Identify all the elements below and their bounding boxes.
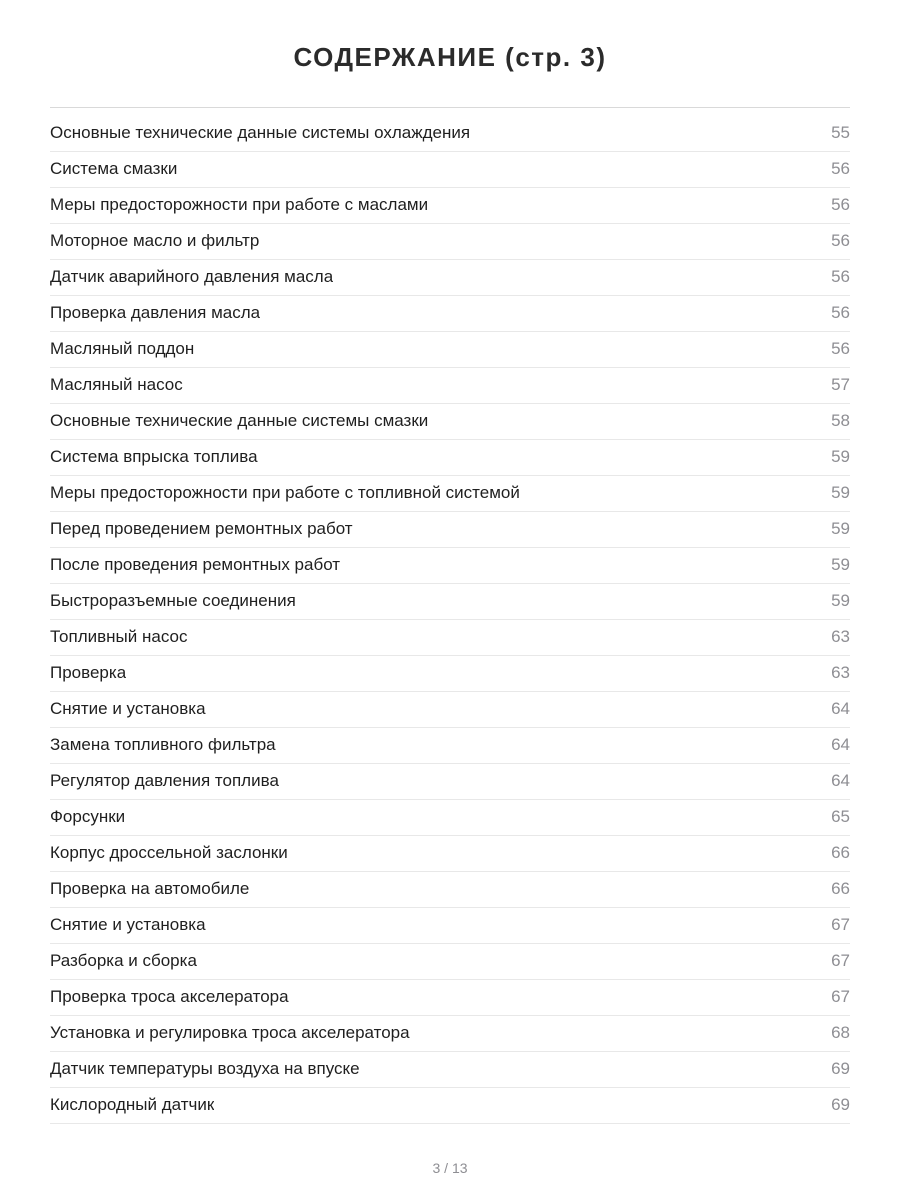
toc-row bbox=[50, 548, 850, 584]
toc-row bbox=[50, 1016, 850, 1052]
toc-entry-label: Датчик аварийного давления масла bbox=[50, 267, 334, 286]
toc-entry-label: Установка и регулировка троса акселератора bbox=[50, 1023, 410, 1042]
toc-row bbox=[50, 296, 850, 332]
toc-row bbox=[50, 1052, 850, 1088]
toc-row bbox=[50, 152, 850, 188]
toc-entry-label: Проверка троса акселератора bbox=[50, 987, 289, 1006]
toc-row bbox=[50, 728, 850, 764]
toc-row bbox=[50, 332, 850, 368]
toc-entry-page: 67 bbox=[831, 915, 850, 934]
toc-entry-page: 64 bbox=[831, 699, 850, 718]
toc-entry-page: 64 bbox=[831, 771, 850, 790]
toc-entry-label: Моторное масло и фильтр bbox=[50, 231, 260, 250]
toc-entry-label: Масляный поддон bbox=[50, 339, 195, 358]
toc-entry-label: Форсунки bbox=[50, 807, 126, 826]
toc-entry-page: 56 bbox=[831, 159, 850, 178]
toc-row bbox=[50, 1088, 850, 1124]
toc-entry-page: 68 bbox=[831, 1023, 850, 1042]
toc-row bbox=[50, 224, 850, 260]
toc-entry-page: 59 bbox=[831, 447, 850, 466]
toc-entry-label: После проведения ремонтных работ bbox=[50, 555, 341, 574]
toc-entry-label: Масляный насос bbox=[50, 375, 183, 394]
toc-row bbox=[50, 116, 850, 152]
toc-row bbox=[50, 476, 850, 512]
toc-row bbox=[50, 512, 850, 548]
toc-list bbox=[50, 116, 850, 1124]
toc-entry-label: Топливный насос bbox=[50, 627, 188, 646]
toc-row bbox=[50, 656, 850, 692]
toc-entry-page: 58 bbox=[831, 411, 850, 430]
toc-entry-label: Снятие и установка bbox=[50, 915, 206, 934]
toc-entry-page: 66 bbox=[831, 879, 850, 898]
toc-entry-label: Проверка давления масла bbox=[50, 303, 261, 322]
toc-entry-page: 57 bbox=[831, 375, 850, 394]
toc-entry-label: Система впрыска топлива bbox=[50, 447, 258, 466]
toc-row bbox=[50, 584, 850, 620]
toc-entry-page: 55 bbox=[831, 123, 850, 142]
toc-entry-label: Корпус дроссельной заслонки bbox=[50, 843, 288, 862]
toc-entry-label: Снятие и установка bbox=[50, 699, 206, 718]
toc-entry-label: Основные технические данные системы смазки bbox=[50, 411, 429, 430]
toc-entry-page: 56 bbox=[831, 267, 850, 286]
toc-entry-page: 64 bbox=[831, 735, 850, 754]
toc-row bbox=[50, 620, 850, 656]
toc-entry-page: 56 bbox=[831, 339, 850, 358]
toc-row bbox=[50, 188, 850, 224]
title-divider bbox=[50, 107, 850, 108]
toc-row bbox=[50, 800, 850, 836]
toc-row bbox=[50, 368, 850, 404]
toc-entry-label: Датчик температуры воздуха на впуске bbox=[50, 1059, 360, 1078]
toc-entry-page: 69 bbox=[831, 1059, 850, 1078]
toc-row bbox=[50, 872, 850, 908]
toc-entry-label: Разборка и сборка bbox=[50, 951, 197, 970]
toc-entry-label: Проверка на автомобиле bbox=[50, 879, 250, 898]
toc-entry-page: 59 bbox=[831, 519, 850, 538]
toc-entry-label: Перед проведением ремонтных работ bbox=[50, 519, 353, 538]
toc-entry-page: 67 bbox=[831, 951, 850, 970]
toc-entry-page: 59 bbox=[831, 591, 850, 610]
toc-entry-page: 56 bbox=[831, 303, 850, 322]
toc-entry-label: Меры предосторожности при работе с топливной системой bbox=[50, 483, 520, 502]
page-title: СОДЕРЖАНИЕ (стр. 3) bbox=[293, 42, 607, 72]
toc-entry-page: 63 bbox=[831, 663, 850, 682]
toc-entry-label: Быстроразъемные соединения bbox=[50, 591, 296, 610]
toc-row bbox=[50, 764, 850, 800]
toc-entry-page: 56 bbox=[831, 231, 850, 250]
toc-row bbox=[50, 692, 850, 728]
toc-row bbox=[50, 440, 850, 476]
toc-entry-label: Кислородный датчик bbox=[50, 1095, 215, 1114]
toc-entry-page: 69 bbox=[831, 1095, 850, 1114]
page-number-indicator: 3 / 13 bbox=[432, 1160, 468, 1176]
toc-entry-page: 67 bbox=[831, 987, 850, 1006]
toc-row bbox=[50, 980, 850, 1016]
toc-entry-label: Меры предосторожности при работе с маслами bbox=[50, 195, 429, 214]
toc-row bbox=[50, 404, 850, 440]
toc-entry-label: Основные технические данные системы охлаждения bbox=[50, 123, 471, 142]
toc-row bbox=[50, 908, 850, 944]
toc-row bbox=[50, 260, 850, 296]
toc-entry-page: 56 bbox=[831, 195, 850, 214]
toc-entry-label: Система смазки bbox=[50, 159, 178, 178]
toc-entry-page: 63 bbox=[831, 627, 850, 646]
toc-entry-label: Замена топливного фильтра bbox=[50, 735, 276, 754]
toc-entry-page: 59 bbox=[831, 555, 850, 574]
toc-entry-label: Регулятор давления топлива bbox=[50, 771, 279, 790]
toc-entry-label: Проверка bbox=[50, 663, 127, 682]
toc-entry-page: 59 bbox=[831, 483, 850, 502]
toc-entry-page: 66 bbox=[831, 843, 850, 862]
toc-row bbox=[50, 836, 850, 872]
toc-row bbox=[50, 944, 850, 980]
toc-entry-page: 65 bbox=[831, 807, 850, 826]
